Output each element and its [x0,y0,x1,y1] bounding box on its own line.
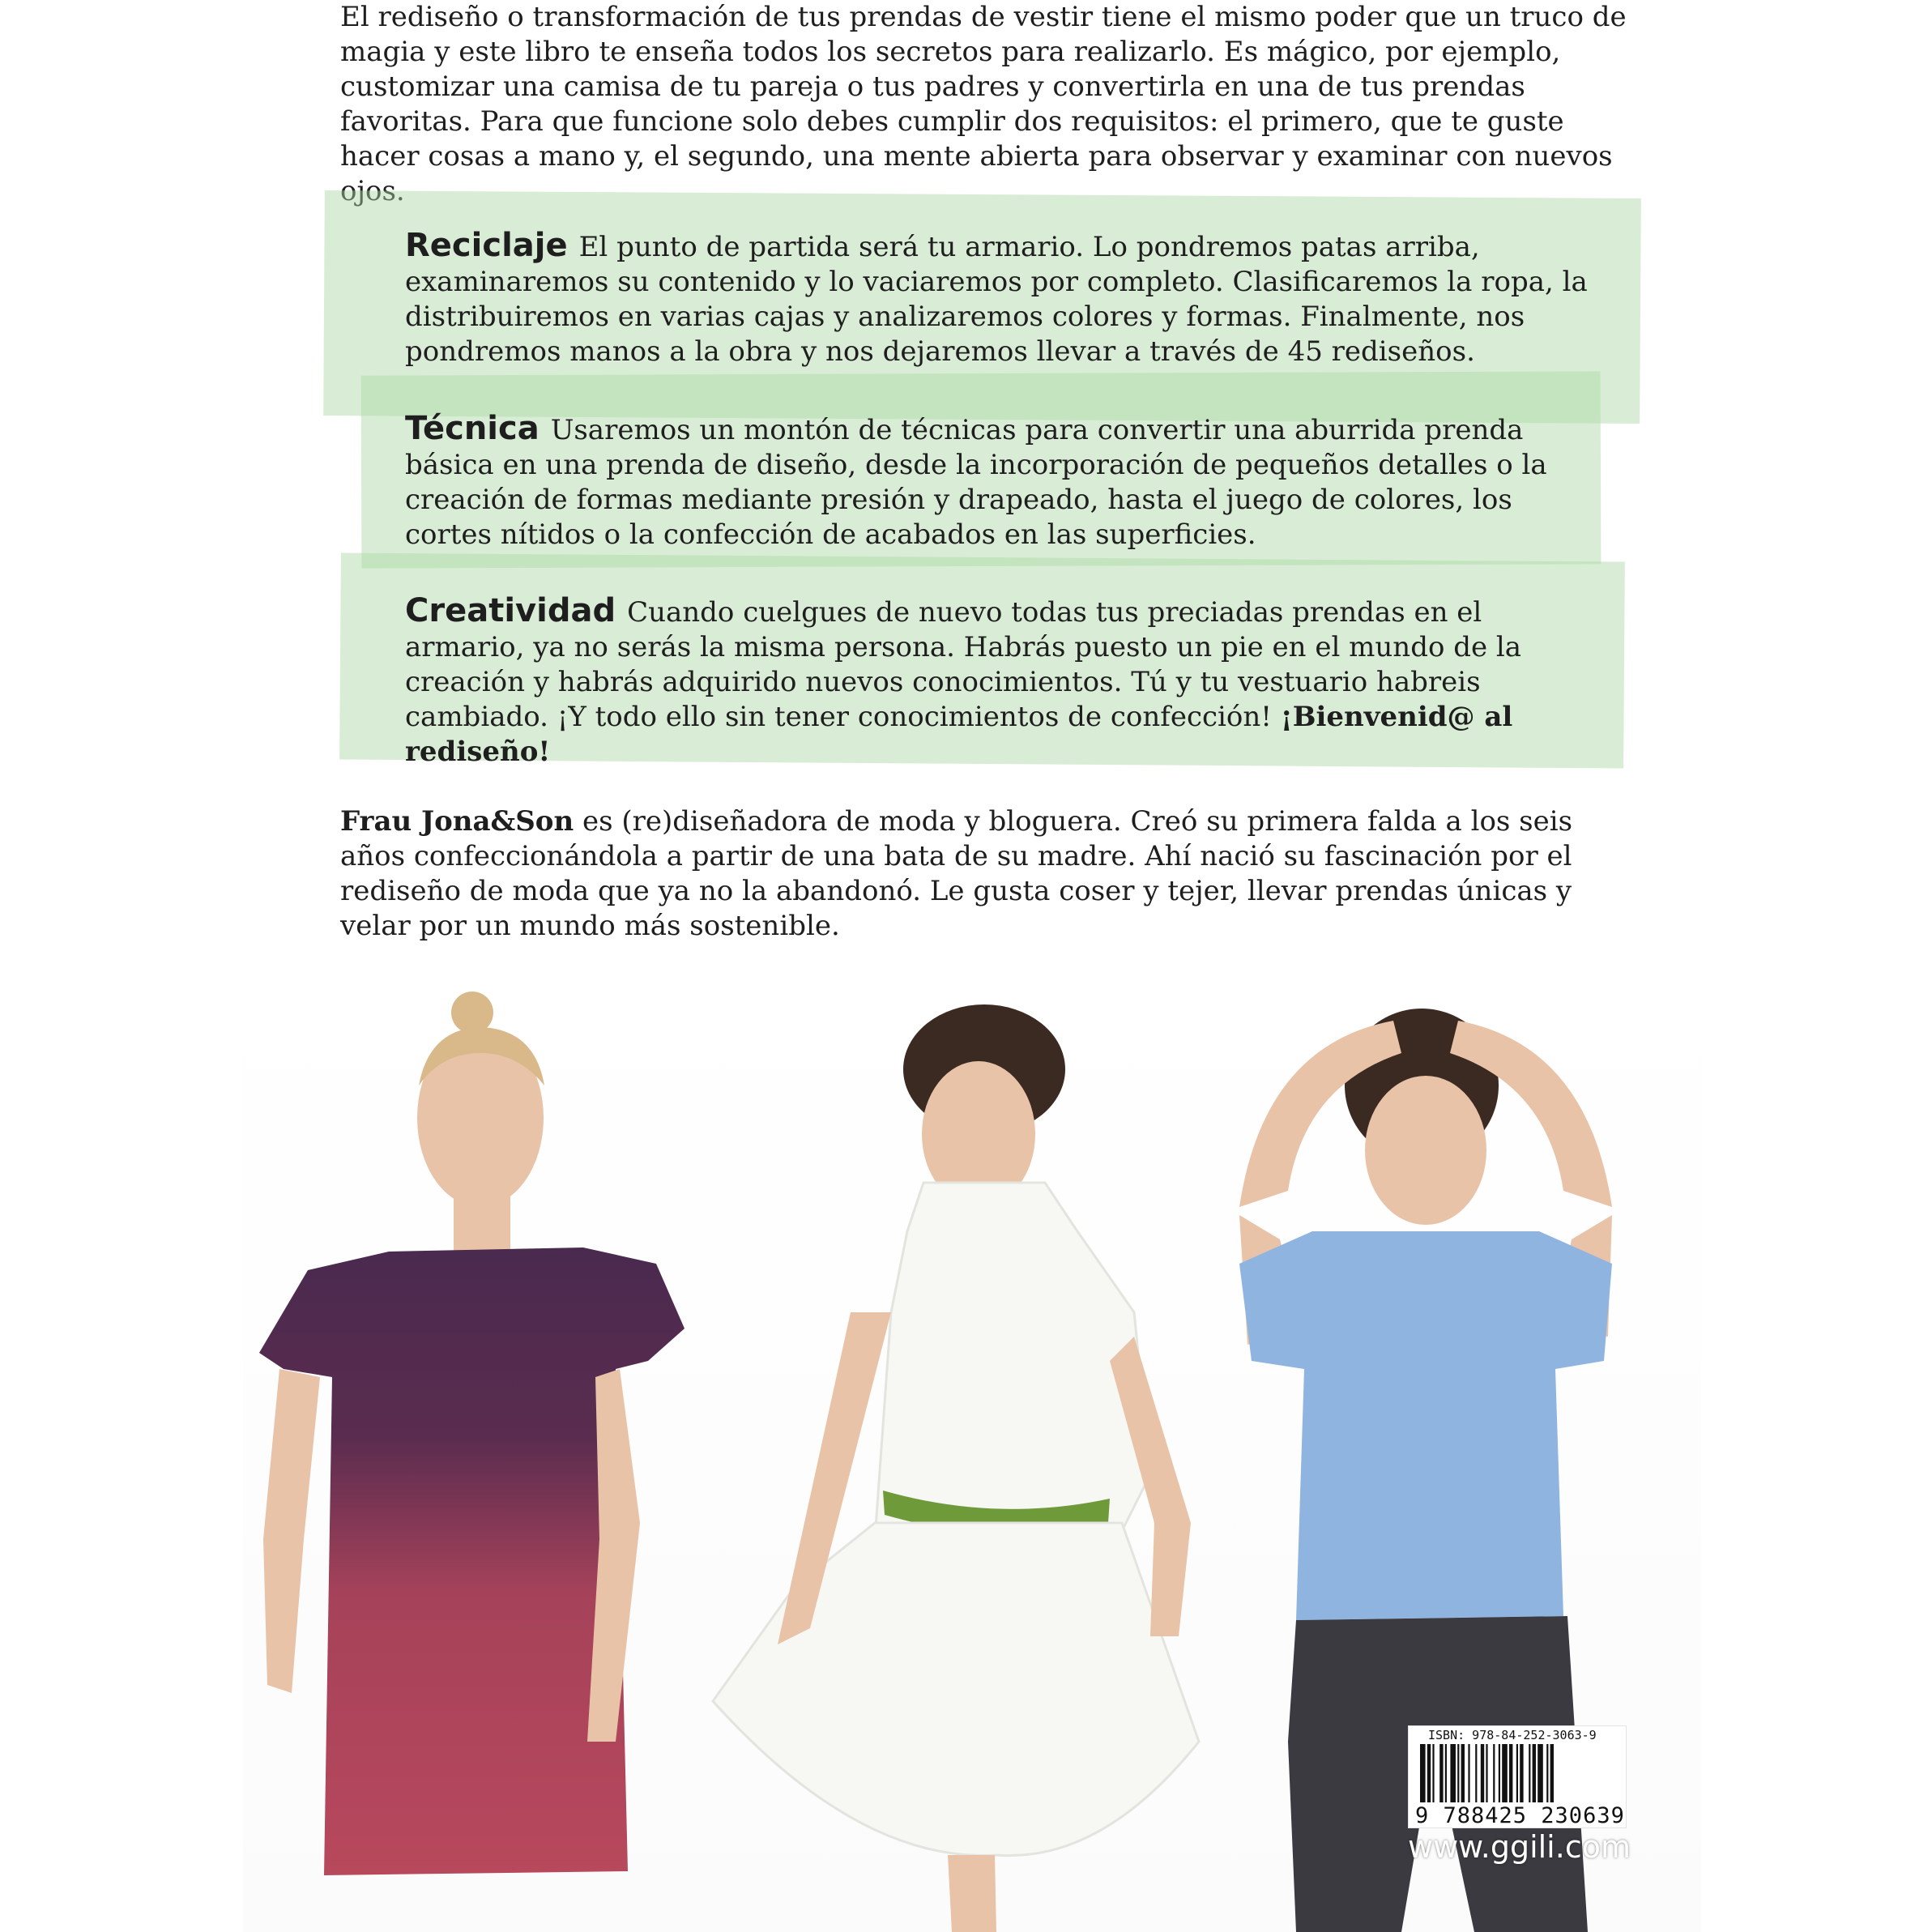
author-name: Frau Jona&Son [340,805,574,838]
barcode-bar [1533,1744,1536,1802]
barcode-bar [1509,1744,1512,1802]
barcode-bar [1537,1744,1543,1802]
barcode-bar [1546,1744,1548,1802]
closing-line: ¡Bienvenid@ al rediseño! [405,701,1513,768]
section-heading: Reciclaje [405,227,568,264]
barcode-bar [1461,1744,1465,1802]
bio-text: es (re)diseñadora de moda y bloguera. Creó su primera falda a los seis años confeccionándola a partir de una bata de su madre. Ahí nació su fascinación por el rediseño de moda que ya no la abandonó. Le gusta coser y tejer, llevar prendas únicas y velar por un mundo más sostenible. [340,805,1573,942]
intro-paragraph: El rediseño o transformación de tus prendas de vestir tiene el mismo poder que un truco de magia y este libro te enseña todos los secretos para realizarlo. Es mágico, por ejemplo, customizar una camisa de tu pareja o tus padres y convertirla en una de tus prendas favoritas. Para que funcione solo debes cumplir dos requisitos: el primero, que te guste hacer cosas a mano y, el segundo, una mente abierta para observar y examinar con nuevos ojos. [340,1,1627,207]
section-heading: Técnica [405,410,540,447]
barcode-bar [1550,1744,1554,1802]
section-heading: Creatividad [405,592,616,629]
barcode-bar [1468,1744,1469,1802]
barcode-bar [1499,1744,1500,1802]
isbn-barcode-box [1408,1725,1627,1828]
barcode-bar [1502,1744,1508,1802]
isbn-label: ISBN: 978-84-252-3063-9 [1428,1728,1597,1742]
model-left [259,992,685,1875]
section-text: El punto de partida será tu armario. Lo pondremos patas arriba, examinaremos su contenido y lo vaciaremos por completo. Clasificaremos la ropa, la distribuiremos en varias cajas y analizaremos colores y formas. Finalmente, nos pondremos manos a la obra y nos dejaremos llevar a través de 45 rediseños. [405,231,1588,368]
section-text: Usaremos un montón de técnicas para convertir una aburrida prenda básica en una prenda de diseño, desde la incorporación de pequeños detalles o la creación de formas mediante presión y drapeado, hasta el juego de colores, los cortes nítidos o la confección de acabados en las superficies. [405,414,1547,551]
barcode-bar [1481,1744,1484,1802]
barcode-bar [1486,1744,1487,1802]
isbn-digits: 9 788425 230639 [1415,1803,1625,1828]
barcode-bar [1432,1744,1434,1802]
section-text: Cuando cuelgues de nuevo todas tus preciadas prendas en el armario, ya no serás la misma persona. Habrás puesto un pie en el mundo de la creación y habrás adquirido nuevos conocimientos. Tú y tu vestuario habreis cambiado. ¡Y todo ello sin tener conocimientos de confección! [405,596,1522,733]
barcode-bar [1529,1744,1530,1802]
barcode-bar [1475,1744,1477,1802]
publisher-website: www.ggili.com [1408,1829,1631,1865]
barcode-icon [1420,1744,1614,1802]
barcode-bar [1520,1744,1523,1802]
barcode-bar [1450,1744,1456,1802]
barcode-bar [1427,1744,1431,1802]
barcode-bar [1457,1744,1459,1802]
barcode-bar [1445,1744,1447,1802]
barcode-bar [1420,1744,1426,1802]
barcode-bar [1516,1744,1518,1802]
model-center [713,1004,1199,1932]
barcode-bar [1439,1744,1443,1802]
barcode-bar [1493,1744,1495,1802]
